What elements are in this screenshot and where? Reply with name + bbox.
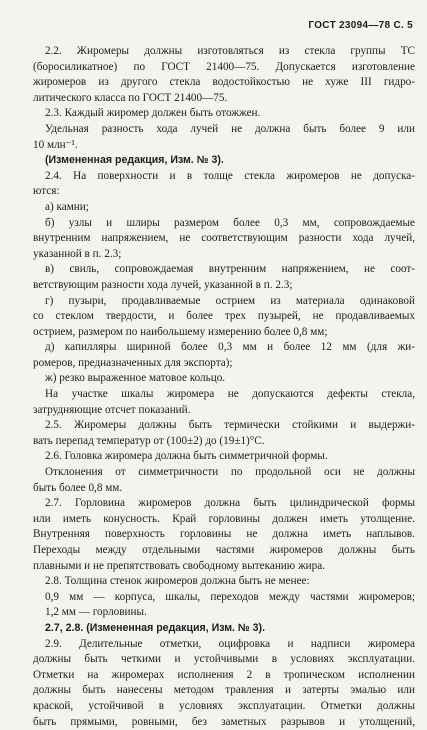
- text-line: указанной в п. 2.3;: [33, 247, 122, 260]
- text-line: Внутренняя поверхность горловины не должна иметь наплывов.: [33, 528, 415, 541]
- document-body: [33, 44, 415, 730]
- text-line: д) капилляры шириной более 0,3 мм и более 12 мм (для жи-: [45, 341, 415, 354]
- text-line: острием, размером по наибольшему измерению более 0,8 мм;: [33, 325, 328, 338]
- text-line: должны быть четкими и устойчивыми в условиях эксплуатации.: [33, 653, 415, 666]
- text-line: На участке шкалы жиромера не допускаются дефекты стекла,: [45, 388, 415, 401]
- text-line: Отметки на жиромерах исполнения 2 в тропическом исполнении: [33, 668, 415, 681]
- text-line: затрудняющие отсчет показаний.: [33, 403, 191, 416]
- text-line: 2.8. Толщина стенок жиромеров должна быть не менее:: [45, 575, 310, 588]
- text-line: 1,2 мм — горловины.: [45, 606, 147, 619]
- text-line: 2.7. Горловина жиромеров должна быть цилиндрической формы: [45, 497, 415, 510]
- text-line: ветствующим разности хода лучей, указанной в п. 2.3;: [33, 278, 293, 291]
- text-line: 2.3. Каждый жиромер должен быть отожжен.: [45, 107, 261, 120]
- text-line: г) пузыри, продавливаемые острием из материала одинаковой: [45, 294, 415, 307]
- text-line: 2.7, 2.8. (Измененная редакция, Изм. № 3).: [45, 621, 266, 634]
- text-line: литического класса по ГОСТ 21400—75.: [33, 91, 228, 104]
- text-line: (Измененная редакция, Изм. № 3).: [45, 154, 224, 167]
- text-line: ж) резко выраженное матовое кольцо.: [45, 372, 226, 385]
- text-line: Переходы между отдельными частями жиромеров должны быть: [33, 544, 415, 556]
- text-line: 2.4. На поверхности и в толще стекла жиромеров не допуска-: [45, 169, 415, 182]
- page-header: ГОСТ 23094—78 С. 5: [308, 20, 413, 31]
- text-line: 2.6. Головка жиромера должна быть симметричной формы.: [45, 450, 328, 463]
- text-line: Удельная разность хода лучей не должна быть более 9 или: [45, 122, 415, 135]
- text-line: а) камни;: [45, 200, 89, 213]
- text-line: б) узлы и шлиры размером более 0,3 мм, сопровождаемые: [45, 216, 415, 229]
- text-line: (боросиликатное) по ГОСТ 21400—75. Допускается изготовление: [33, 60, 415, 73]
- text-line: быть более 0,8 мм.: [33, 481, 123, 494]
- text-line: или иметь конусность. Край горловины должен иметь утолщение.: [33, 512, 415, 525]
- text-line: 2.5. Жиромеры должны быть термически стойкими и выдержи-: [45, 419, 415, 432]
- text-line: 0,9 мм — корпуса, шкалы, переходов между частями жиромеров;: [45, 590, 415, 603]
- text-line: жиромеров из другого стекла водостойкостью не хуже III гидро-: [33, 76, 415, 89]
- text-line: краской, устойчивой в условиях эксплуатации. Отметки должны: [33, 699, 415, 712]
- text-line: должны быть нанесены методом травления и затерты эмалью или: [33, 684, 415, 697]
- text-line: внутренним напряжением, не соответствующим разности хода лучей,: [33, 232, 415, 245]
- text-line: в) свиль, сопровождаемая внутренним напряжением, не соот-: [45, 263, 415, 276]
- text-line: вать перепад температур от (100±2) до (19±1)°С.: [33, 434, 265, 447]
- text-line: ромеров, предназначенных для экспорта);: [33, 356, 233, 369]
- text-line: 2.2. Жиромеры должны изготовляться из стекла группы ТС: [45, 45, 415, 57]
- text-line: быть прямыми, ровными, без заметных разрывов и утолщений,: [33, 715, 415, 728]
- text-line: ются:: [33, 185, 60, 198]
- text-line: Отклонения от симметричности по продольной оси не должны: [45, 466, 415, 479]
- text-line: 2.9. Делительные отметки, оцифровка и надписи жиромера: [45, 637, 415, 650]
- text-line: плавными и не препятствовать свободному вытеканию жира.: [33, 559, 326, 572]
- text-line: 10 млн⁻¹.: [33, 138, 78, 151]
- text-line: со стеклом твердости, и более трех пузырей, не продавливаемых: [33, 310, 415, 323]
